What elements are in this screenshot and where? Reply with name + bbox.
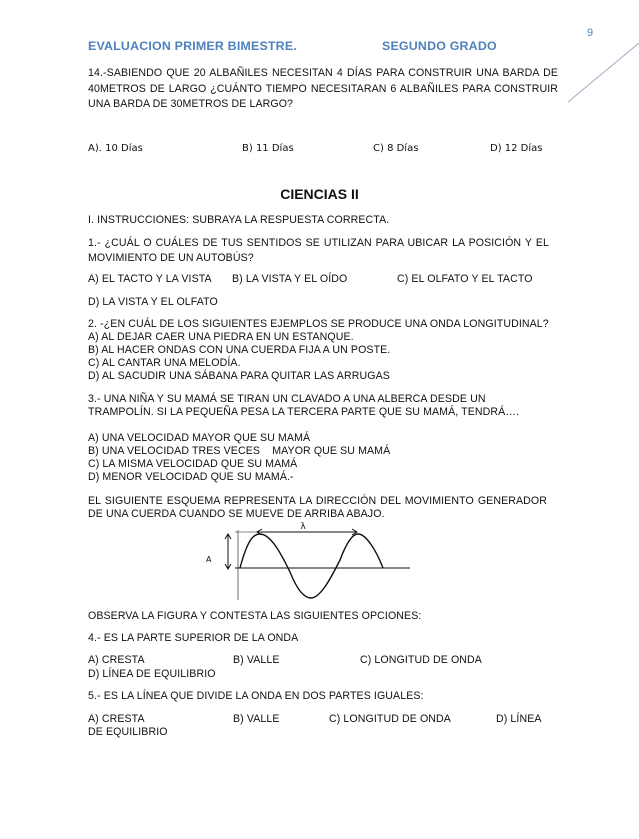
q1-option-d: D) LA VISTA Y EL OLFATO	[88, 296, 218, 308]
q14-option-c: C) 8 Días	[373, 143, 419, 154]
q14-line-3: UNA BARDA DE 30METROS DE LARGO?	[88, 98, 294, 110]
page-number: 9	[587, 27, 594, 39]
q3-option-b: B) UNA VELOCIDAD TRES VECES MAYOR QUE SU MAMÁ	[88, 445, 391, 457]
q14-line-1: 14.-SABIENDO QUE 20 ALBAÑILES NECESITAN 4 DÍAS PARA CONSTRUIR UNA BARDA DE	[88, 67, 558, 79]
q3-option-d: D) MENOR VELOCIDAD QUE SU MAMÁ.-	[88, 471, 294, 483]
q1-option-c: C) EL OLFATO Y EL TACTO	[397, 273, 533, 285]
lambda-label: λ	[300, 522, 306, 532]
q5-option-c: C) LONGITUD DE ONDA	[329, 713, 451, 725]
q2-option-d: D) AL SACUDIR UNA SÁBANA PARA QUITAR LAS ARRUGAS	[88, 370, 390, 382]
q1-line-2: MOVIMIENTO DE UN AUTOBÚS?	[88, 252, 254, 264]
q5-question: 5.- ES LA LÍNEA QUE DIVIDE LA ONDA EN DOS PARTES IGUALES:	[88, 690, 424, 702]
q1-option-b: B) LA VISTA Y EL OÍDO	[232, 273, 348, 285]
q4-option-d: D) LÍNEA DE EQUILIBRIO	[88, 668, 216, 680]
header-left: EVALUACION PRIMER BIMESTRE.	[88, 39, 297, 53]
schema-text-line-2: DE UNA CUERDA CUANDO SE MUEVE DE ARRIBA ABAJO.	[88, 508, 385, 520]
q2-option-b: B) AL HACER ONDAS CON UNA CUERDA FIJA A UN POSTE.	[88, 344, 391, 356]
q2-option-a: A) AL DEJAR CAER UNA PIEDRA EN UN ESTANQUE.	[88, 331, 354, 343]
amplitude-label: A	[206, 555, 212, 564]
observe-text: OBSERVA LA FIGURA Y CONTESTA LAS SIGUIENTES OPCIONES:	[88, 610, 422, 622]
q4-option-a: A) CRESTA	[88, 654, 145, 666]
schema-text-line-1: EL SIGUIENTE ESQUEMA REPRESENTA LA DIRECCIÓN DEL MOVIMIENTO GENERADOR	[88, 495, 547, 507]
q14-line-2: 40METROS DE LARGO ¿CUÁNTO TIEMPO NECESITARAN 6 ALBAÑILES PARA CONSTRUIR	[88, 83, 558, 95]
q14-option-b: B) 11 Días	[242, 143, 294, 154]
q5-option-d-continued: DE EQUILIBRIO	[88, 726, 168, 738]
q3-line-2: TRAMPOLÍN. SI LA PEQUEÑA PESA LA TERCERA PARTE QUE SU MAMÁ, TENDRÁ….	[88, 406, 520, 418]
wave-curve	[240, 534, 383, 598]
section-title: CIENCIAS II	[280, 186, 359, 202]
q2-option-c: C) AL CANTAR UNA MELODÍA.	[88, 357, 241, 369]
q3-line-1: 3.- UNA NIÑA Y SU MAMÁ SE TIRAN UN CLAVADO A UNA ALBERCA DESDE UN	[88, 393, 486, 405]
q1-line-1: 1.- ¿CUÁL O CUÁLES DE TUS SENTIDOS SE UTILIZAN PARA UBICAR LA POSICIÓN Y EL	[88, 237, 549, 249]
q3-option-a: A) UNA VELOCIDAD MAYOR QUE SU MAMÁ	[88, 432, 311, 444]
q5-option-d: D) LÍNEA	[496, 713, 542, 725]
instructions: I. INSTRUCCIONES: SUBRAYA LA RESPUESTA CORRECTA.	[88, 214, 390, 226]
corner-decoration	[560, 40, 639, 104]
q4-question: 4.- ES LA PARTE SUPERIOR DE LA ONDA	[88, 632, 299, 644]
wave-diagram	[190, 520, 420, 600]
q14-option-a: A). 10 Días	[88, 143, 143, 154]
q4-option-c: C) LONGITUD DE ONDA	[360, 654, 482, 666]
q14-option-d: D) 12 Días	[490, 143, 543, 154]
q1-option-a: A) EL TACTO Y LA VISTA	[88, 273, 212, 285]
q2-question: 2. -¿EN CUÁL DE LOS SIGUIENTES EJEMPLOS SE PRODUCE UNA ONDA LONGITUDINAL?	[88, 318, 549, 330]
q5-option-a: A) CRESTA	[88, 713, 145, 725]
q5-option-b: B) VALLE	[233, 713, 280, 725]
q3-option-c: C) LA MISMA VELOCIDAD QUE SU MAMÁ	[88, 458, 298, 470]
q4-option-b: B) VALLE	[233, 654, 280, 666]
header-right: SEGUNDO GRADO	[382, 39, 497, 53]
